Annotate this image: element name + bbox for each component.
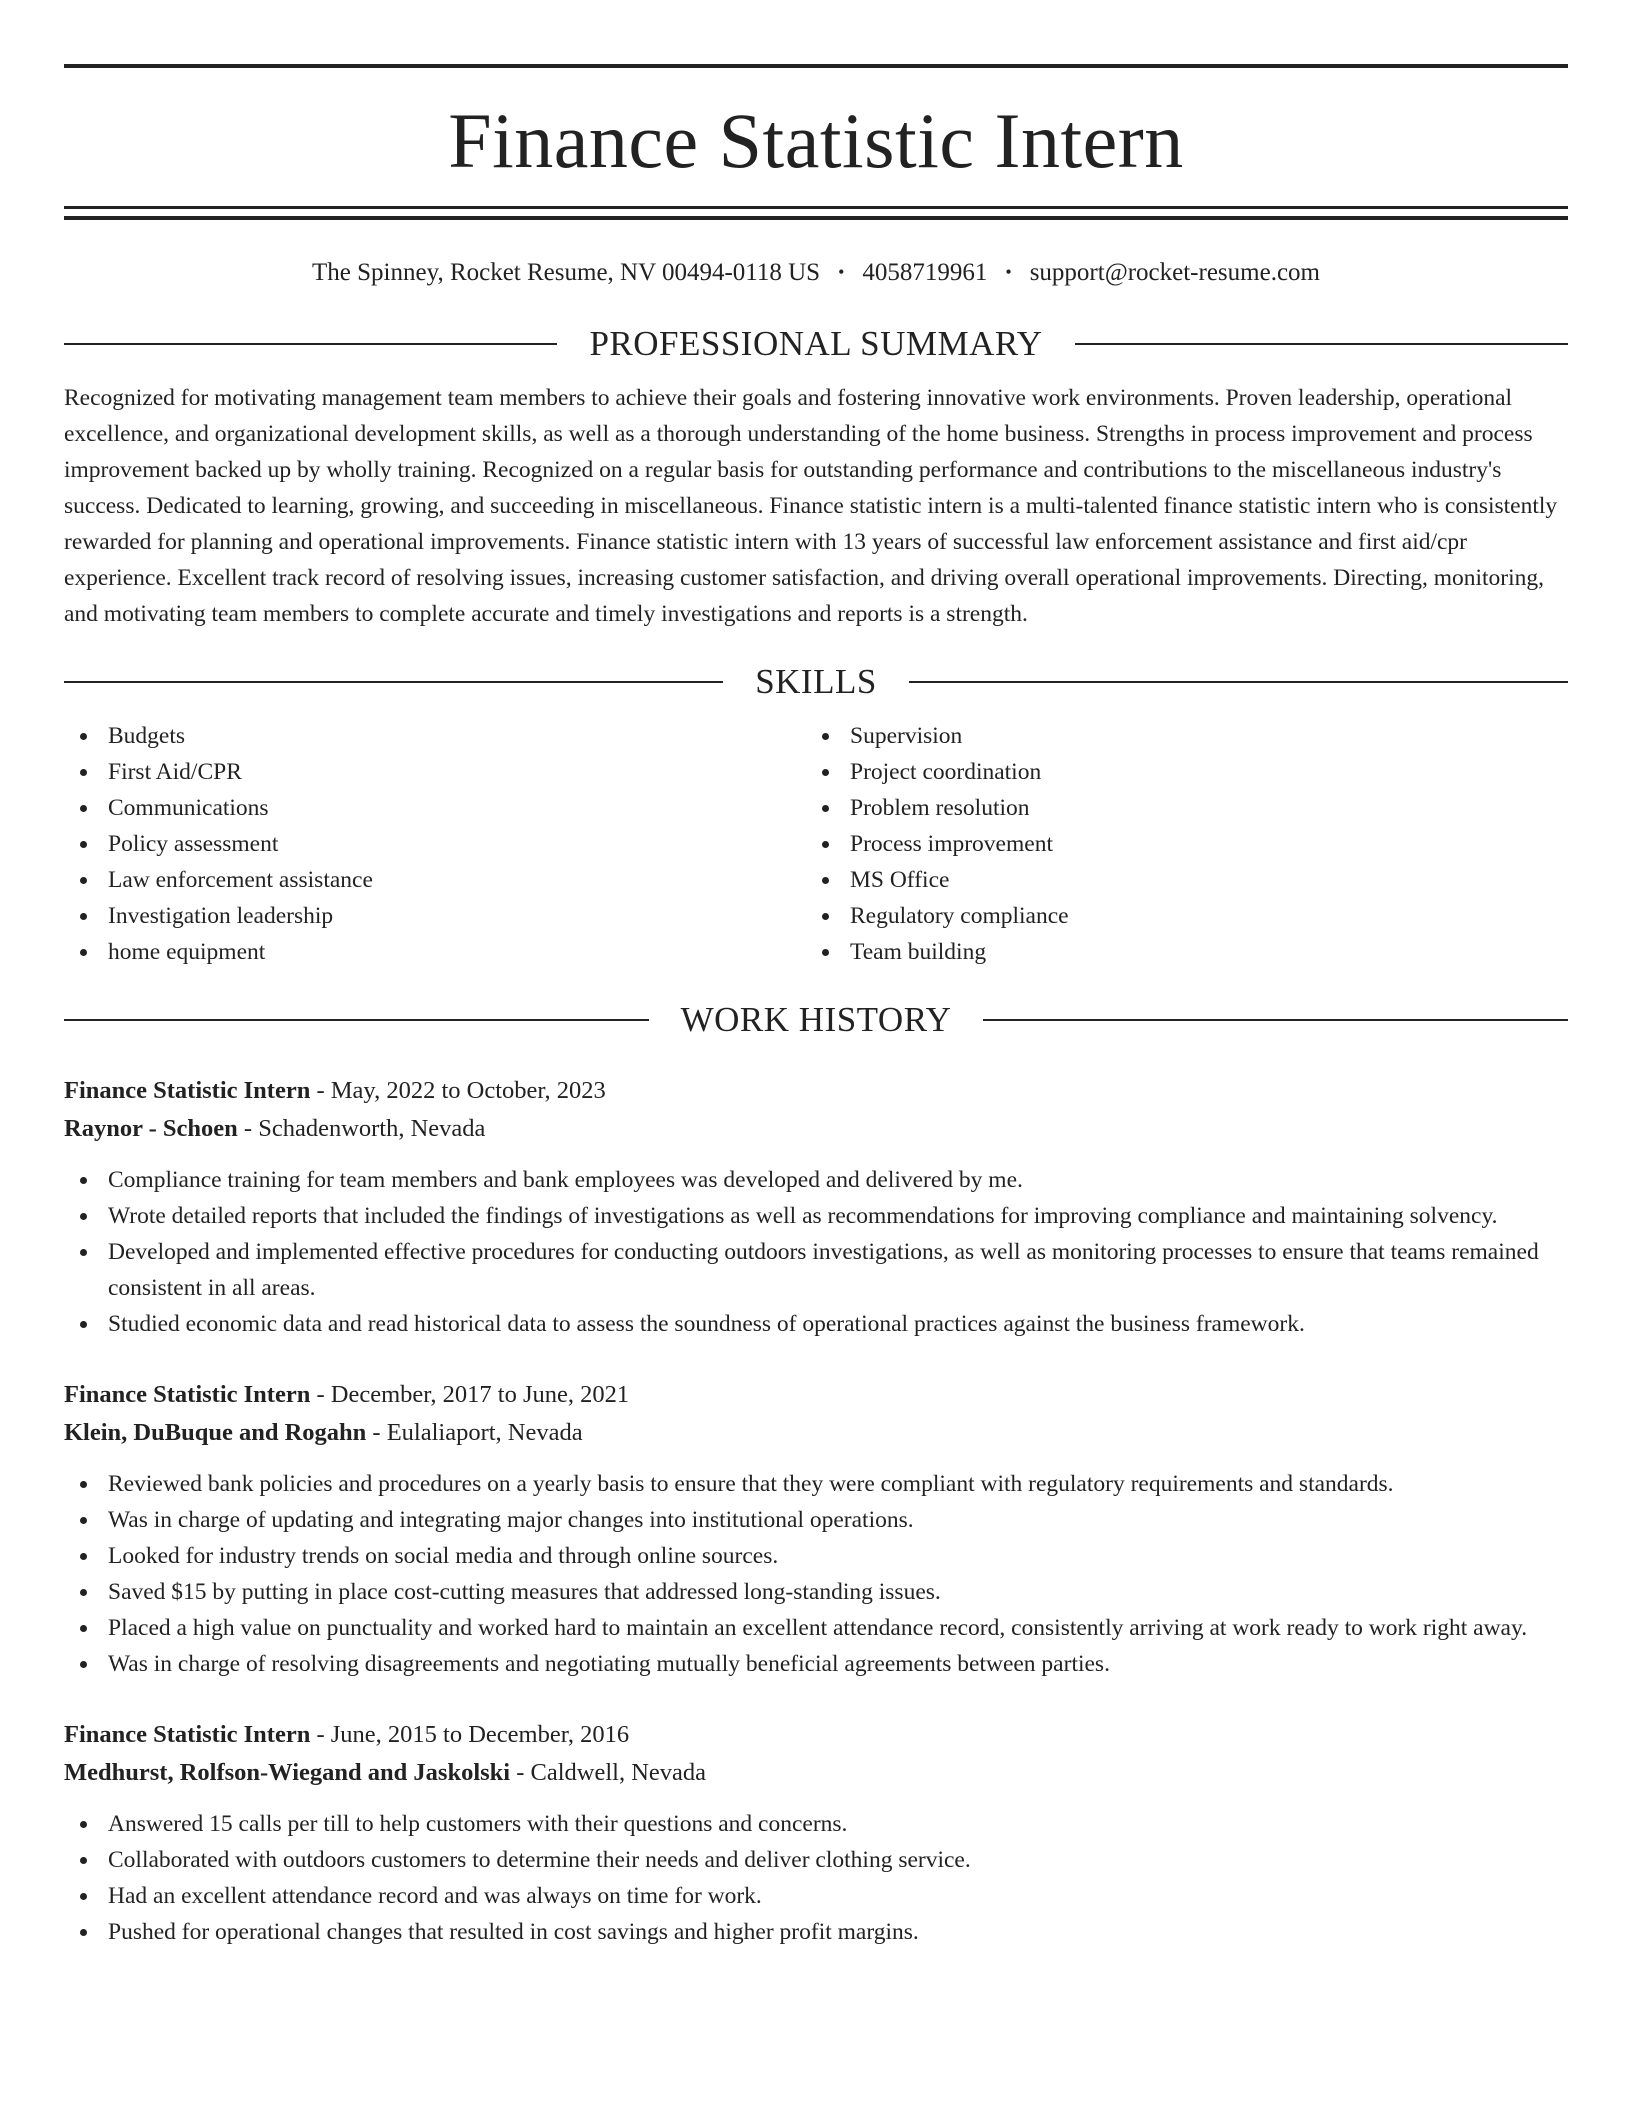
job-title: Finance Statistic Intern [64, 1077, 311, 1104]
skill-item: MS Office [806, 862, 1548, 898]
skill-item: Process improvement [806, 826, 1548, 862]
skill-item: Problem resolution [806, 790, 1548, 826]
skill-item: Team building [806, 934, 1548, 970]
job-entry [64, 1716, 1568, 1950]
job-bullet: Looked for industry trends on social media and through online sources. [64, 1538, 1568, 1574]
top-rule [64, 64, 1568, 68]
skills-heading-label: SKILLS [755, 662, 877, 701]
summary-heading-label: PROFESSIONAL SUMMARY [589, 324, 1043, 363]
heading-rule-right [1075, 343, 1568, 345]
job-bullet: Had an excellent attendance record and was always on time for work. [64, 1878, 1568, 1914]
job-company: Klein, DuBuque and Rogahn [64, 1419, 367, 1446]
job-dates: - May, 2022 to October, 2023 [310, 1077, 606, 1104]
job-bullet: Studied economic data and read historical data to assess the soundness of operational practices against the business framework. [64, 1306, 1568, 1342]
heading-rule-right [909, 681, 1568, 683]
job-title-line [64, 1716, 1568, 1754]
title-double-rule [64, 206, 1568, 220]
job-title: Finance Statistic Intern [64, 1381, 311, 1408]
skill-item: Budgets [64, 718, 806, 754]
contact-phone: 4058719961 [862, 259, 988, 286]
work-history-heading [64, 1000, 1568, 1040]
job-dates: - December, 2017 to June, 2021 [310, 1381, 630, 1408]
work-history-heading-label: WORK HISTORY [680, 1000, 952, 1039]
job-title: Finance Statistic Intern [64, 1721, 311, 1748]
job-bullet: Wrote detailed reports that included the findings of investigations as well as recommendations for improving compliance and maintaining solvency. [64, 1198, 1568, 1234]
job-bullet: Pushed for operational changes that resulted in cost savings and higher profit margins. [64, 1914, 1568, 1950]
job-bullets [64, 1466, 1568, 1682]
job-bullets [64, 1806, 1568, 1950]
summary-text: Recognized for motivating management team members to achieve their goals and fostering innovative work environments. Proven leadership, operational excellence, and organizational development skills, as well as a thorough understanding of the home business. Strengths in process improvement and process improvement backed up by wholly training. Recognized on a regular basis for outstanding performance and contributions to the miscellaneous industry's success. Dedicated to learning, growing, and succeeding in miscellaneous. Finance statistic intern is a multi-talented finance statistic intern who is consistently rewarded for planning and operational improvements. Finance statistic intern with 13 years of successful law enforcement assistance and first aid/cpr experience. Excellent track record of resolving issues, increasing customer satisfaction, and driving overall operational improvements. Directing, monitoring, and motivating team members to complete accurate and timely investigations and reports is a strength. [64, 385, 1558, 627]
job-title-line [64, 1072, 1568, 1110]
job-company-line [64, 1754, 1568, 1792]
job-bullet: Was in charge of resolving disagreements and negotiating mutually beneficial agreements between parties. [64, 1646, 1568, 1682]
skills-columns [64, 718, 1568, 970]
skill-item: home equipment [64, 934, 806, 970]
job-bullet: Was in charge of updating and integrating major changes into institutional operations. [64, 1502, 1568, 1538]
skill-item: Regulatory compliance [806, 898, 1548, 934]
skill-item: Project coordination [806, 754, 1548, 790]
job-bullet: Developed and implemented effective procedures for conducting outdoors investigations, as well as monitoring processes to ensure that teams remained consistent in all areas. [64, 1234, 1568, 1306]
skill-item: Law enforcement assistance [64, 862, 806, 898]
contact-address: The Spinney, Rocket Resume, NV 00494-0118 US [312, 259, 821, 286]
job-bullet: Compliance training for team members and bank employees was developed and delivered by me. [64, 1162, 1568, 1198]
contact-email: support@rocket-resume.com [1029, 259, 1320, 286]
job-company-line [64, 1110, 1568, 1148]
job-company-line [64, 1414, 1568, 1452]
job-location: - Caldwell, Nevada [510, 1759, 707, 1786]
skill-item: First Aid/CPR [64, 754, 806, 790]
job-company: Raynor - Schoen [64, 1115, 238, 1142]
job-company: Medhurst, Rolfson-Wiegand and Jaskolski [64, 1759, 511, 1786]
job-bullet: Saved $15 by putting in place cost-cutting measures that addressed long-standing issues. [64, 1574, 1568, 1610]
heading-rule-left [64, 343, 557, 345]
job-title-line [64, 1376, 1568, 1414]
job-dates: - June, 2015 to December, 2016 [310, 1721, 630, 1748]
contact-line [64, 258, 1568, 288]
contact-separator: • [1005, 262, 1012, 282]
job-bullets [64, 1162, 1568, 1342]
heading-rule-right [983, 1019, 1568, 1021]
skill-item: Investigation leadership [64, 898, 806, 934]
resume-title: Finance Statistic Intern [448, 97, 1184, 184]
job-entry [64, 1072, 1568, 1342]
job-bullet: Collaborated with outdoors customers to determine their needs and deliver clothing service. [64, 1842, 1568, 1878]
job-entry [64, 1376, 1568, 1682]
skill-item: Communications [64, 790, 806, 826]
heading-rule-left [64, 1019, 649, 1021]
job-bullet: Reviewed bank policies and procedures on a yearly basis to ensure that they were compliant with regulatory requirements and standards. [64, 1466, 1568, 1502]
job-location: - Eulaliaport, Nevada [366, 1419, 583, 1446]
job-bullet: Answered 15 calls per till to help customers with their questions and concerns. [64, 1806, 1568, 1842]
skills-heading [64, 662, 1568, 702]
skills-left-column [64, 718, 806, 970]
heading-rule-left [64, 681, 723, 683]
skill-item: Policy assessment [64, 826, 806, 862]
contact-separator: • [838, 262, 845, 282]
summary-heading [64, 324, 1568, 364]
skills-right-column [806, 718, 1548, 970]
job-location: - Schadenworth, Nevada [237, 1115, 486, 1142]
skill-item: Supervision [806, 718, 1548, 754]
job-bullet: Placed a high value on punctuality and worked hard to maintain an excellent attendance record, consistently arriving at work ready to work right away. [64, 1610, 1568, 1646]
